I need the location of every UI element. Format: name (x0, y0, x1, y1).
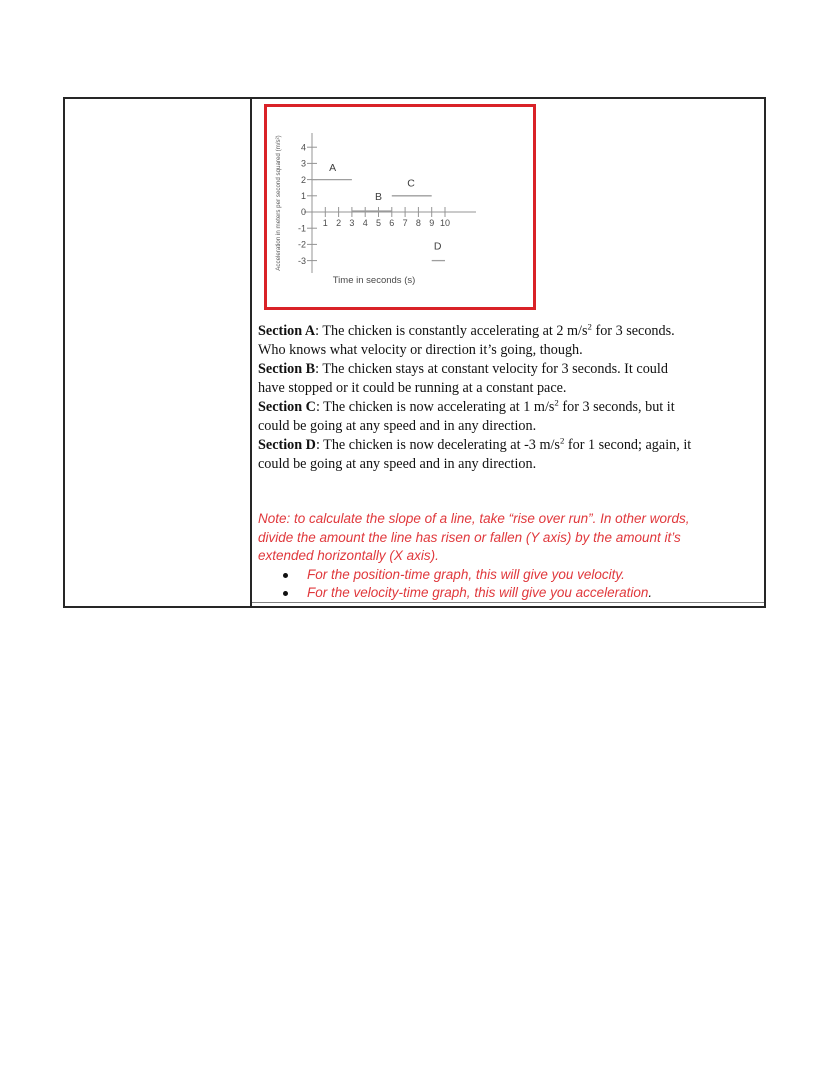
x-tick-label: 8 (415, 218, 421, 228)
x-tick-label: 5 (375, 218, 382, 228)
section-descriptions (258, 322, 762, 474)
segment-label-D: D (433, 240, 442, 253)
y-tick-label: 1 (300, 191, 306, 201)
x-tick-label: 10 (439, 218, 451, 228)
section-a-text: Section A: The chicken is constantly accelerating at 2 $m/s^2$ for 3 seconds. Who knows what velocity or direction it’s going, though. (258, 321, 675, 358)
x-axis-title: Time in seconds (s) (332, 275, 416, 286)
section-b-label: Section B (258, 361, 316, 377)
x-tick-label: 4 (362, 218, 368, 228)
y-axis-title: Acceleration in meters per second squared (m/s²) (275, 135, 282, 271)
y-tick-label: -1 (297, 223, 306, 234)
segment-label-B: B (374, 191, 383, 204)
section-c-text: Section C: The chicken is now accelerating at 1 $m/s^2$ for 3 seconds, but it could be going at any speed and in any direction. (258, 397, 675, 434)
superscript-2: 2 (554, 397, 559, 408)
segment-label-C: C (407, 177, 415, 190)
y-tick-label: 3 (300, 158, 306, 169)
note-bullet-velocity (258, 566, 764, 585)
slope-note (258, 510, 764, 603)
section-c-label: Section C (258, 399, 316, 415)
y-tick-label: 4 (300, 142, 306, 153)
slope-note-paragraph: Note: to calculate the slope of a line, take “rise over run”. In other words, divide the amount the line has risen or fallen (Y axis) by the amount it’s extended horizontally (X axis). (258, 511, 690, 563)
y-tick-label: 0 (300, 207, 306, 218)
x-tick-label: 6 (389, 218, 395, 228)
table-inner-bottom-border (252, 602, 764, 603)
bullet-text: For the position-time graph, this will give you velocity. (307, 566, 625, 582)
x-tick-label: 9 (429, 218, 435, 228)
acceleration-time-chart (267, 107, 533, 307)
table-cell-right (252, 99, 764, 606)
x-tick-label: 3 (349, 218, 355, 228)
note-bullet-acceleration (258, 584, 764, 603)
section-d-label: Section D (258, 437, 316, 453)
segment-label-A: A (329, 161, 337, 174)
bullet-icon (283, 591, 288, 596)
section-d-text: Section D: The chicken is now decelerating at -3 $m/s^2$ for 1 second; again, it could be going at any speed and in any direction. (258, 435, 692, 472)
bullet-icon (283, 573, 288, 578)
x-tick-label: 1 (322, 218, 328, 228)
y-tick-label: -2 (297, 239, 306, 250)
y-tick-label: 2 (300, 174, 306, 185)
worksheet-table (63, 97, 766, 608)
acceleration-graph-figure (264, 104, 536, 310)
table-cell-left (65, 99, 252, 606)
superscript-2: 2 (587, 321, 592, 332)
bullet-text: For the velocity-time graph, this will give you acceleration. (307, 585, 653, 600)
section-b-text: Section B: The chicken stays at constant velocity for 3 seconds. It could have stopped or it could be running at a constant pace. (258, 361, 668, 396)
section-a-label: Section A (258, 323, 316, 339)
superscript-2: 2 (559, 435, 565, 446)
y-tick-label: -3 (297, 255, 306, 266)
x-tick-label: 7 (402, 218, 408, 228)
x-tick-label: 2 (336, 218, 342, 228)
